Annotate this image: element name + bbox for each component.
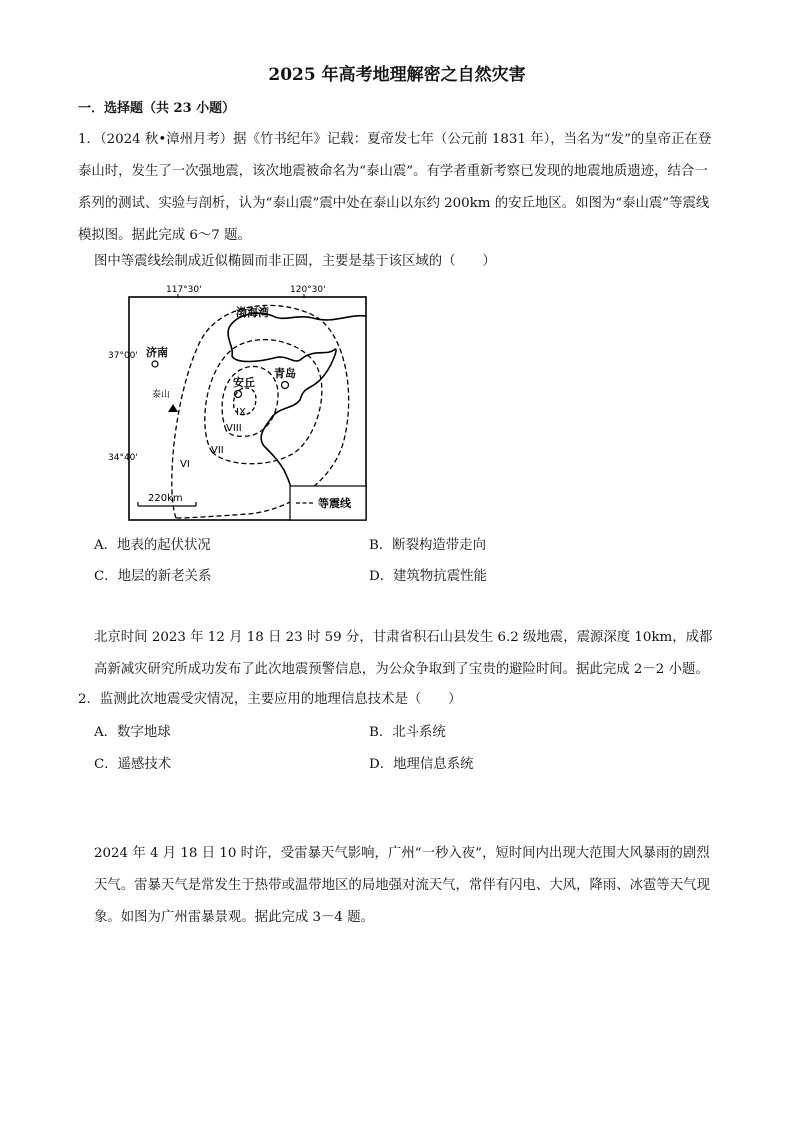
lat-top-label: 37°00' — [108, 351, 138, 361]
iso-label-vi: VI — [180, 459, 190, 470]
q1-intro: 1．（2024 秋•漳州月考）据《竹书纪年》记载：夏帝发七年（公元前 1831 年），当名为“发”的皇帝正在登泰山时，发生了一次强地震，该次地震被命名为“泰山震”。有学者重新考察已发现的地震地质遗迹，结合一系列的测试、实验与剖析，认为“泰山震”震中处在泰山以东约 200km 的安丘地区。如图为“泰山震”等震线模拟图。据此完成 6～7 题。 — [78, 132, 712, 243]
iso-label-vii: VII — [211, 445, 224, 456]
iso-label-viii: VIII — [226, 423, 242, 434]
q1-option-b[interactable]: B．断裂构造带走向 — [369, 538, 486, 553]
isoseismal-map — [108, 280, 378, 525]
lat-bottom-label: 34°40' — [108, 453, 138, 463]
q1-stem: 图中等震线绘制成近似椭圆而非正圆，主要是基于该区域的（ ） — [94, 254, 496, 269]
city-jinan-label: 济南 — [146, 346, 168, 359]
q2-intro: 北京时间 2023 年 12 月 18 日 23 时 59 分，甘肃省积石山县发生 6.2 级地震，震源深度 10km，成都高新减灾研究所成功发布了此次地震预警信息，为公众争取到了宝贵的避险时间。据此完成 2－2 小题。 — [94, 630, 713, 677]
mountain-taishan-label: 泰山 — [152, 390, 171, 400]
iso-label-ix: IX — [236, 407, 246, 418]
q2-option-d[interactable]: D．地理信息系统 — [369, 757, 474, 772]
page-title: 2025 年高考地理解密之自然灾害 — [268, 65, 526, 85]
sea-label: 渤海湾 — [236, 306, 269, 319]
q1-option-c[interactable]: C．地层的新老关系 — [94, 569, 212, 584]
section-heading: 一．选择题（共 23 小题） — [78, 101, 236, 116]
legend-label: 等震线 — [318, 497, 351, 510]
mountain-taishan-icon — [168, 404, 178, 412]
city-qingdao-label: 青岛 — [274, 367, 296, 380]
city-qingdao-icon — [282, 382, 289, 389]
scale-label: 220km — [148, 493, 183, 504]
q1-option-a[interactable]: A．地表的起伏状况 — [94, 538, 211, 553]
q2-option-c[interactable]: C．遥感技术 — [94, 757, 172, 772]
lon-right-label: 120°30' — [290, 285, 326, 295]
epicenter-anqiu-label: 安丘 — [233, 376, 255, 389]
q2-option-a[interactable]: A．数字地球 — [94, 725, 171, 740]
q2-option-b[interactable]: B．北斗系统 — [369, 725, 446, 740]
q3-intro: 2024 年 4 月 18 日 10 时许，受雷暴天气影响，广州“一秒入夜”，短时间内出现大范围大风暴雨的剧烈天气。雷暴天气是常发生于热带或温带地区的局地强对流天气，常伴有闪电、大风，降雨、冰雹等天气现象。如图为广州雷暴景观。据此完成 3－4 题。 — [94, 846, 710, 925]
city-jinan-icon — [152, 361, 158, 367]
q2-stem: 2．监测此次地震受灾情况，主要应用的地理信息技术是（ ） — [78, 692, 462, 707]
q1-option-d[interactable]: D．建筑物抗震性能 — [369, 569, 487, 584]
lon-left-label: 117°30' — [166, 285, 202, 295]
